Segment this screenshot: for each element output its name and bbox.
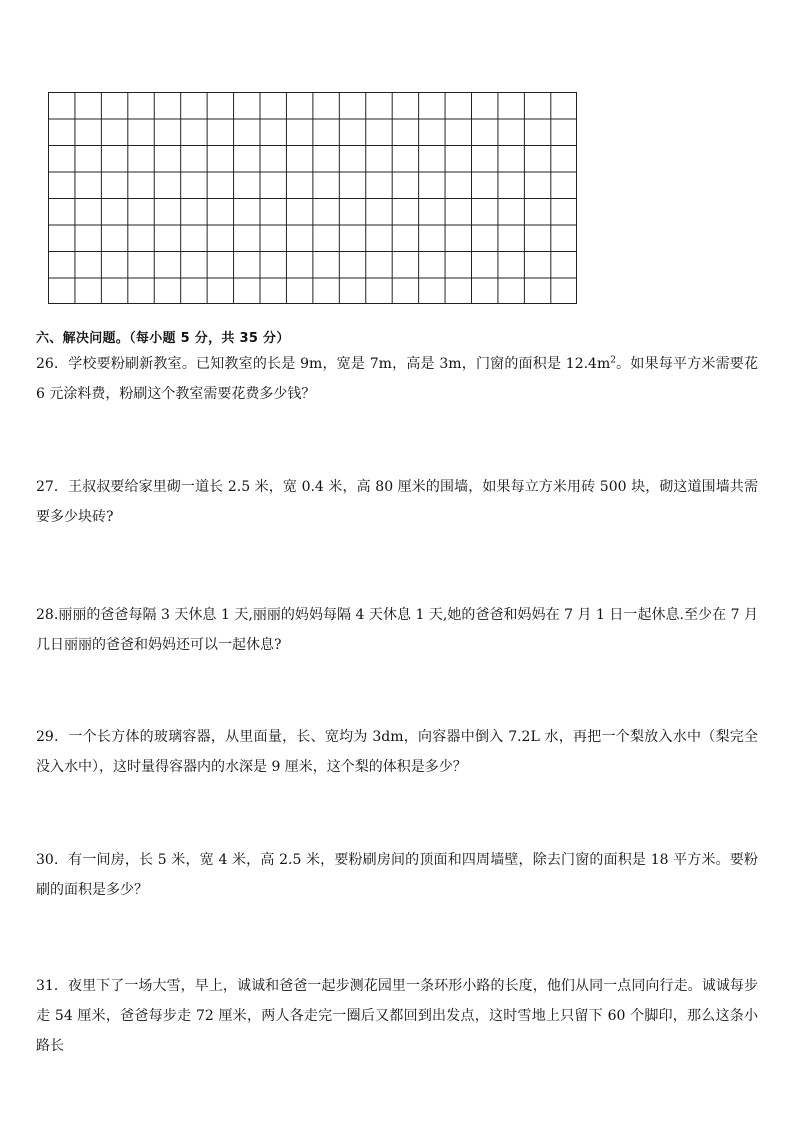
question-number: 31． — [36, 978, 68, 994]
question-text-cont: 。如果每平方米需要花 6 元涂料费，粉刷这个教室需要花费多少钱？ — [36, 356, 758, 402]
question-text: 学校要粉刷新教室。已知教室的长是 9m，宽是 7m，高是 3m，门窗的面积是 12.4m — [68, 356, 611, 372]
question-28 — [36, 600, 758, 660]
section-title: 六、解决问题。（每小题 5 分，共 35 分） — [36, 331, 290, 346]
question-27 — [36, 472, 758, 532]
question-number: 27． — [36, 479, 69, 495]
question-text: 夜里下了一场大雪，早上，诚诚和爸爸一起步测花园里一条环形小路的长度，他们从同一点同向行走。诚诚每步走 54 厘米，爸爸每步走 72 厘米，两人各走完一圈后又都回到出发点，这时雪地上只留下 60 个脚印，那么这条小路长 — [36, 978, 758, 1054]
question-number: 28. — [36, 607, 59, 623]
question-30 — [36, 845, 758, 905]
question-text: 丽丽的爸爸每隔 3 天休息 1 天,丽丽的妈妈每隔 4 天休息 1 天,她的爸爸和妈妈在 7 月 1 日一起休息.至少在 7 月几日丽丽的爸爸和妈妈还可以一起休息? — [36, 607, 758, 653]
drawing-grid — [48, 92, 577, 304]
question-number: 30． — [36, 852, 69, 868]
question-text: 一个长方体的玻璃容器，从里面量，长、宽均为 3dm，向容器中倒入 7.2L 水，再把一个梨放入水中（梨完全没入水中），这时量得容器内的水深是 9 厘米，这个梨的体积是多少？ — [36, 729, 758, 775]
question-31 — [36, 971, 758, 1061]
question-26 — [36, 349, 758, 409]
question-text: 王叔叔要给家里砌一道长 2.5 米，宽 0.4 米，高 80 厘米的围墙，如果每立方米用砖 500 块，砌这道围墙共需要多少块砖? — [36, 479, 758, 525]
question-29 — [36, 722, 758, 782]
question-number: 29． — [36, 729, 69, 745]
question-number: 26． — [36, 356, 69, 372]
question-text: 有一间房，长 5 米，宽 4 米，高 2.5 米，要粉刷房间的顶面和四周墙壁，除去门窗的面积是 18 平方米。要粉刷的面积是多少？ — [36, 852, 758, 898]
superscript: 2 — [610, 355, 616, 366]
